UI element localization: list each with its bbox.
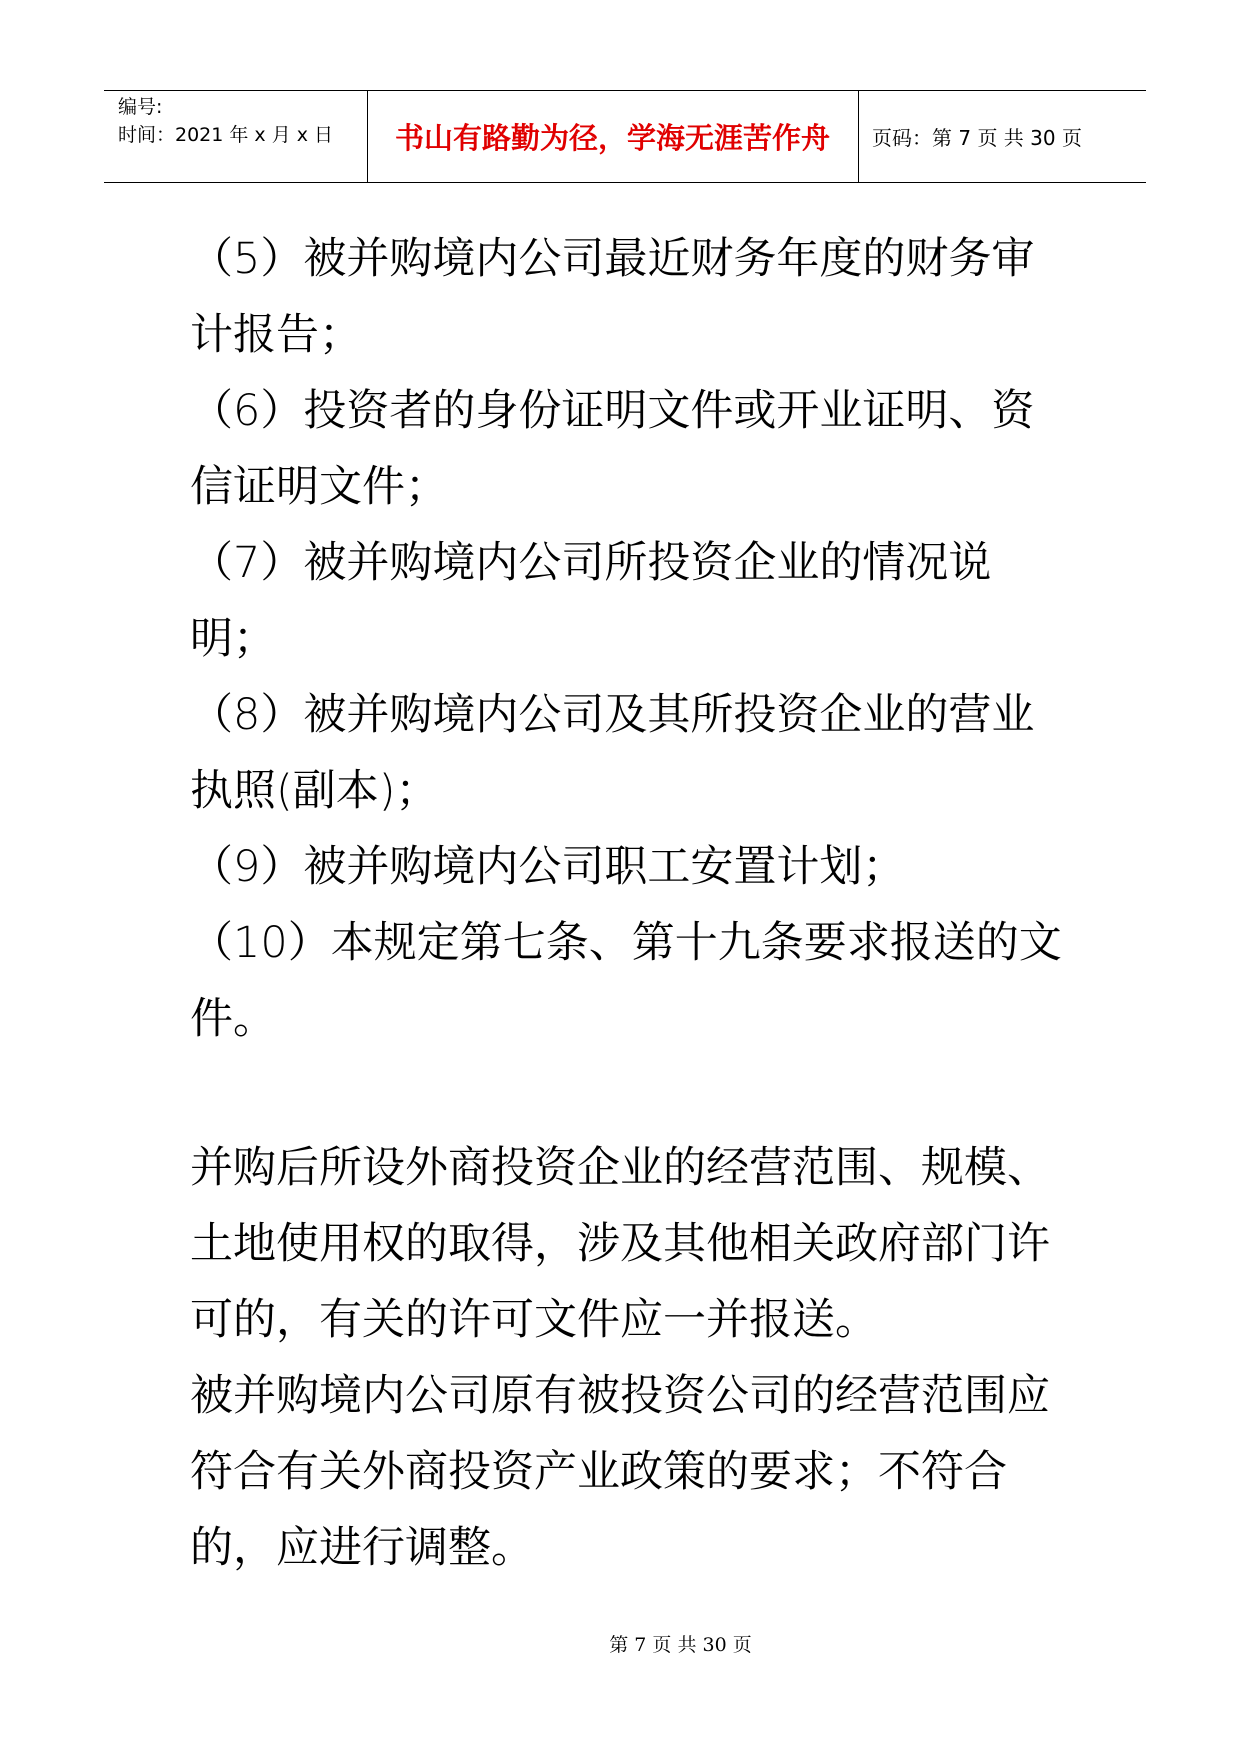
document-time: 时间：2021 年 x 月 x 日 bbox=[118, 124, 334, 146]
document-number-label: 编号: bbox=[118, 96, 163, 118]
header-meta bbox=[118, 93, 333, 149]
list-item: （7）被并购境内公司所投资企业的情况说明； bbox=[190, 538, 992, 664]
page-footer-number: 第 7 页 共 30 页 bbox=[609, 1634, 752, 1656]
body-paragraph: 并购后所设外商投资企业的经营范围、规模、土地使用权的取得，涉及其他相关政府部门许可的，有关的许可文件应一并报送。 bbox=[190, 1143, 1050, 1345]
list-item: （8）被并购境内公司及其所投资企业的营业执照(副本)； bbox=[190, 690, 1035, 816]
header-motto: 书山有路勤为径，学海无涯苦作舟 bbox=[394, 120, 830, 155]
list-item: （10）本规定第七条、第十九条要求报送的文件。 bbox=[190, 918, 1062, 1044]
page-header bbox=[104, 90, 1146, 183]
body-paragraph: 被并购境内公司原有被投资公司的经营范围应符合有关外商投资产业政策的要求；不符合的，应进行调整。 bbox=[190, 1371, 1050, 1573]
list-item: （9）被并购境内公司职工安置计划； bbox=[190, 842, 906, 892]
list-item: （5）被并购境内公司最近财务年度的财务审计报告； bbox=[190, 234, 1035, 360]
paragraph-spacer bbox=[190, 1057, 1070, 1130]
header-page-info: 页码：第 7 页 共 30 页 bbox=[872, 125, 1082, 150]
document-body bbox=[190, 221, 1070, 1586]
header-divider bbox=[858, 91, 859, 182]
list-item: （6）投资者的身份证明文件或开业证明、资信证明文件； bbox=[190, 386, 1035, 512]
